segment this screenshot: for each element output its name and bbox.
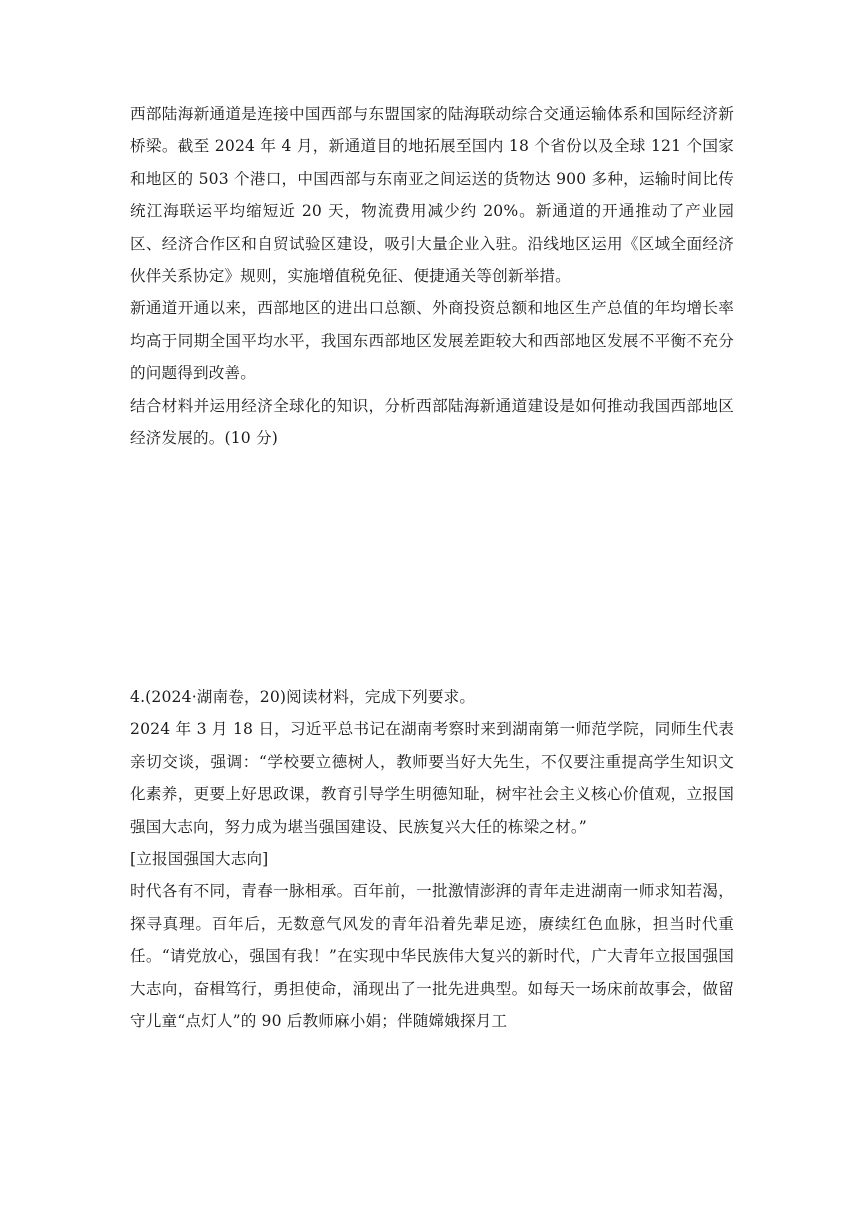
section-1 bbox=[130, 98, 734, 454]
question-prompt: 结合材料并运用经济全球化的知识，分析西部陆海新通道建设是如何推动我国西部地区经济发展的。(10 分) bbox=[130, 396, 734, 448]
question-header: 4.(2024·湖南卷，20)阅读材料，完成下列要求。 bbox=[130, 688, 476, 706]
material-paragraph-2: 新通道开通以来，西部地区的进出口总额、外商投资总额和地区生产总值的年均增长率均高于同期全国平均水平，我国东西部地区发展差距较大和西部地区发展不平衡不充分的问题得到改善。 bbox=[130, 299, 734, 383]
material-paragraph-1: 西部陆海新通道是连接中国西部与东盟国家的陆海联动综合交通运输体系和国际经济新桥梁。截至 2024 年 4 月，新通道目的地拓展至国内 18 个省份以及全球 121 个国家和地区的 503 个港口，中国西部与东南亚之间运送的货物达 900 多种，运输时间比传统江海联运平均缩短近 20 天，物流费用减少约 20%。新通道的开通推动了产业园区、经济合作区和自贸试验区建设，吸引大量企业入驻。沿线地区运用《区域全面经济伙伴关系协定》规则，实施增值税免征、便捷通关等创新举措。 bbox=[130, 105, 734, 286]
material-paragraph-4: 时代各有不同，青春一脉相承。百年前，一批激情澎湃的青年走进湖南一师求知若渴，探寻真理。百年后，无数意气风发的青年沿着先辈足迹，赓续红色血脉，担当时代重任。“请党放心，强国有我！”在实现中华民族伟大复兴的新时代，广大青年立报国强国大志向，奋楫笃行，勇担使命，涌现出了一批先进典型。如每天一场床前故事会，做留守儿童“点灯人”的 90 后教师麻小娟；伴随嫦娥探月工 bbox=[130, 882, 734, 1031]
material-paragraph-3: 2024 年 3 月 18 日，习近平总书记在湖南考察时来到湖南第一师范学院，同师生代表亲切交谈，强调：“学校要立德树人，教师要当好大先生，不仅要注重提高学生知识文化素养，更要上好思政课，教育引导学生明德知耻，树牢社会主义核心价值观，立报国强国大志向，努力成为堪当强国建设、民族复兴大任的栋梁之材。” bbox=[130, 720, 734, 836]
subheading: [立报国强国大志向] bbox=[130, 850, 269, 869]
section-2 bbox=[130, 681, 734, 1037]
